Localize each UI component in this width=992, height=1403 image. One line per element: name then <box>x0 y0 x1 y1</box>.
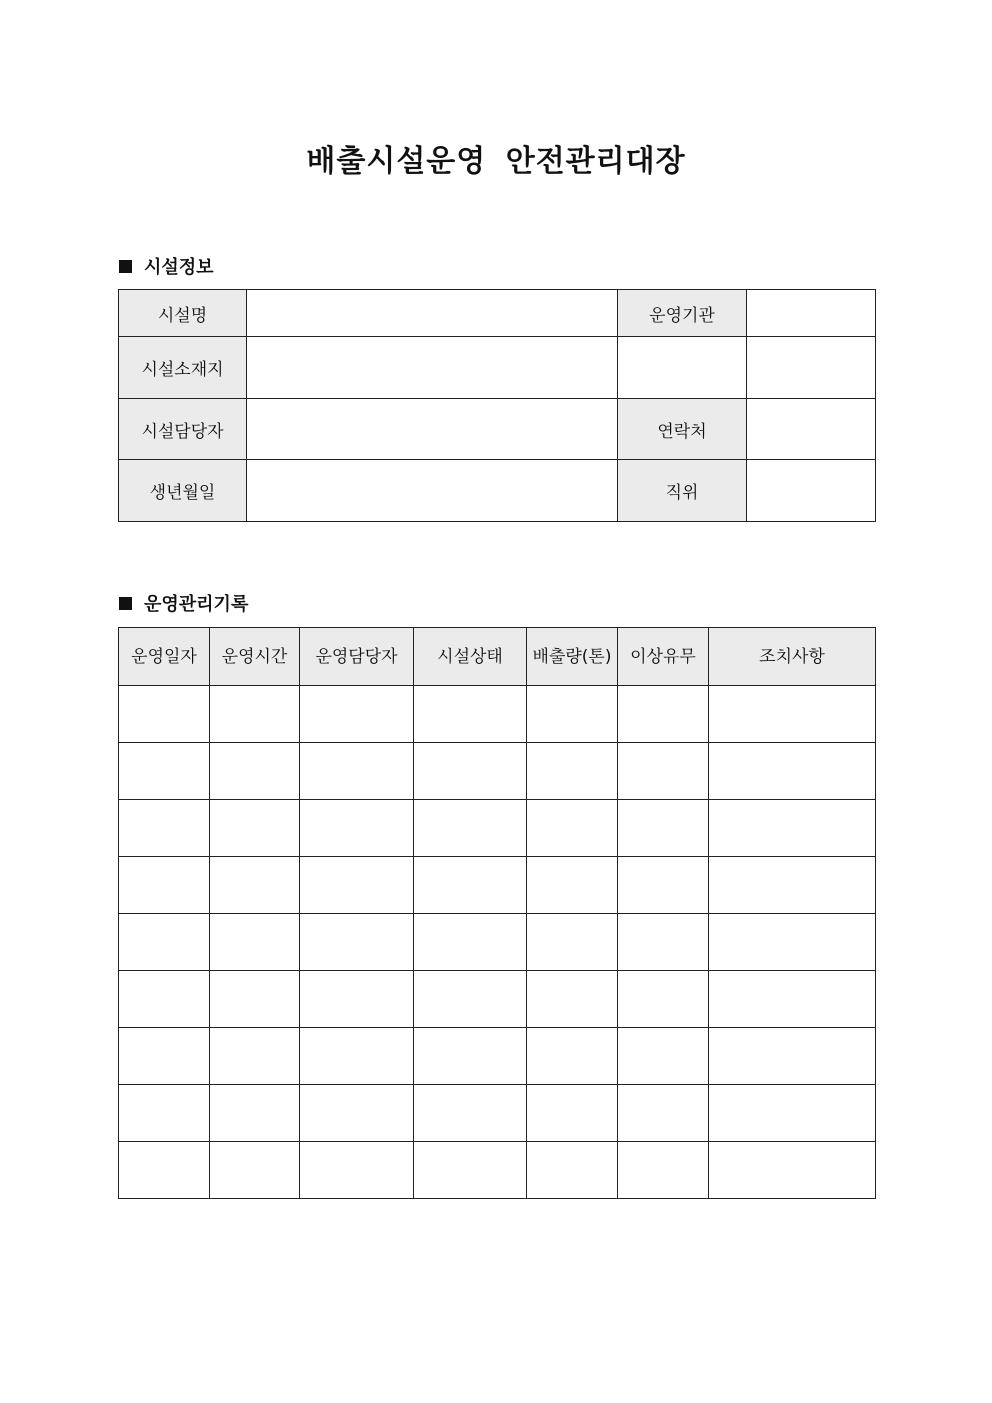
log-cell[interactable] <box>300 1028 414 1085</box>
field-facility-manager[interactable] <box>247 399 618 460</box>
log-cell[interactable] <box>414 686 527 743</box>
log-cell[interactable] <box>119 971 210 1028</box>
log-cell[interactable] <box>709 971 876 1028</box>
table-row <box>119 686 876 743</box>
log-cell[interactable] <box>414 914 527 971</box>
label-position: 직위 <box>618 460 747 522</box>
log-cell[interactable] <box>300 686 414 743</box>
table-row <box>119 971 876 1028</box>
col-header-emission: 배출량(톤) <box>527 628 618 686</box>
label-birthdate: 생년월일 <box>119 460 247 522</box>
square-bullet-icon <box>119 597 132 610</box>
log-cell[interactable] <box>709 1028 876 1085</box>
log-cell[interactable] <box>618 914 709 971</box>
log-cell[interactable] <box>210 914 300 971</box>
log-cell[interactable] <box>210 800 300 857</box>
log-cell[interactable] <box>210 1028 300 1085</box>
table-row <box>119 857 876 914</box>
log-cell[interactable] <box>618 1142 709 1199</box>
log-cell[interactable] <box>414 971 527 1028</box>
log-cell[interactable] <box>119 857 210 914</box>
log-cell[interactable] <box>527 800 618 857</box>
log-cell[interactable] <box>300 743 414 800</box>
table-row <box>119 914 876 971</box>
log-cell[interactable] <box>300 971 414 1028</box>
facility-info-table <box>118 289 876 522</box>
log-cell[interactable] <box>300 1085 414 1142</box>
col-header-time: 운영시간 <box>210 628 300 686</box>
log-cell[interactable] <box>527 971 618 1028</box>
table-row <box>119 1142 876 1199</box>
log-cell[interactable] <box>119 914 210 971</box>
log-cell[interactable] <box>210 1085 300 1142</box>
log-cell[interactable] <box>618 800 709 857</box>
field-facility-name[interactable] <box>247 290 618 337</box>
log-cell[interactable] <box>618 857 709 914</box>
field-contact[interactable] <box>747 399 876 460</box>
log-cell[interactable] <box>119 743 210 800</box>
log-cell[interactable] <box>210 743 300 800</box>
log-cell[interactable] <box>709 800 876 857</box>
log-cell[interactable] <box>618 1028 709 1085</box>
info-row-facility-name <box>119 290 876 337</box>
field-birthdate[interactable] <box>247 460 618 522</box>
log-cell[interactable] <box>210 686 300 743</box>
log-cell[interactable] <box>709 743 876 800</box>
col-header-status: 시설상태 <box>414 628 527 686</box>
log-cell[interactable] <box>527 857 618 914</box>
page-title: 배출시설운영 안전관리대장 <box>306 144 686 179</box>
log-cell[interactable] <box>527 686 618 743</box>
log-cell[interactable] <box>618 971 709 1028</box>
info-row-facility-location <box>119 337 876 399</box>
log-cell[interactable] <box>210 971 300 1028</box>
info-row-facility-manager <box>119 399 876 460</box>
log-cell[interactable] <box>300 800 414 857</box>
log-cell[interactable] <box>300 857 414 914</box>
info-row-birthdate <box>119 460 876 522</box>
col-header-action: 조치사항 <box>709 628 876 686</box>
log-cell[interactable] <box>414 1028 527 1085</box>
log-cell[interactable] <box>210 1142 300 1199</box>
log-cell[interactable] <box>414 743 527 800</box>
label-facility-location: 시설소재지 <box>119 337 247 399</box>
label-operating-org: 운영기관 <box>618 290 747 337</box>
log-cell[interactable] <box>119 1142 210 1199</box>
field-location-extra-label[interactable] <box>618 337 747 399</box>
log-cell[interactable] <box>300 1142 414 1199</box>
log-cell[interactable] <box>527 914 618 971</box>
log-cell[interactable] <box>527 743 618 800</box>
field-location-extra[interactable] <box>747 337 876 399</box>
operation-log-table <box>118 627 876 1199</box>
log-cell[interactable] <box>527 1028 618 1085</box>
log-cell[interactable] <box>414 857 527 914</box>
label-facility-name: 시설명 <box>119 290 247 337</box>
log-cell[interactable] <box>119 1085 210 1142</box>
table-row <box>119 1085 876 1142</box>
log-cell[interactable] <box>527 1085 618 1142</box>
label-contact: 연락처 <box>618 399 747 460</box>
facility-info-heading <box>119 253 214 279</box>
table-row <box>119 743 876 800</box>
operation-log-heading-text: 운영관리기록 <box>144 594 249 615</box>
log-cell[interactable] <box>709 1142 876 1199</box>
log-cell[interactable] <box>527 1142 618 1199</box>
col-header-abnormal: 이상유무 <box>618 628 709 686</box>
log-body <box>119 686 876 1199</box>
log-cell[interactable] <box>119 800 210 857</box>
log-cell[interactable] <box>414 1085 527 1142</box>
log-cell[interactable] <box>709 686 876 743</box>
field-operating-org[interactable] <box>747 290 876 337</box>
log-cell[interactable] <box>709 1085 876 1142</box>
col-header-date: 운영일자 <box>119 628 210 686</box>
field-position[interactable] <box>747 460 876 522</box>
table-row <box>119 1028 876 1085</box>
table-row <box>119 800 876 857</box>
field-facility-location[interactable] <box>247 337 618 399</box>
log-cell[interactable] <box>618 743 709 800</box>
log-cell[interactable] <box>119 686 210 743</box>
operation-log-heading <box>119 590 248 616</box>
square-bullet-icon <box>119 260 132 273</box>
log-cell[interactable] <box>618 686 709 743</box>
log-cell[interactable] <box>709 914 876 971</box>
log-cell[interactable] <box>709 857 876 914</box>
col-header-manager: 운영담당자 <box>300 628 414 686</box>
log-header-row <box>119 628 876 686</box>
label-facility-manager: 시설담당자 <box>119 399 247 460</box>
log-cell[interactable] <box>414 1142 527 1199</box>
log-cell[interactable] <box>618 1085 709 1142</box>
log-cell[interactable] <box>414 800 527 857</box>
log-cell[interactable] <box>300 914 414 971</box>
log-cell[interactable] <box>119 1028 210 1085</box>
facility-info-heading-text: 시설정보 <box>144 257 214 278</box>
log-cell[interactable] <box>210 857 300 914</box>
